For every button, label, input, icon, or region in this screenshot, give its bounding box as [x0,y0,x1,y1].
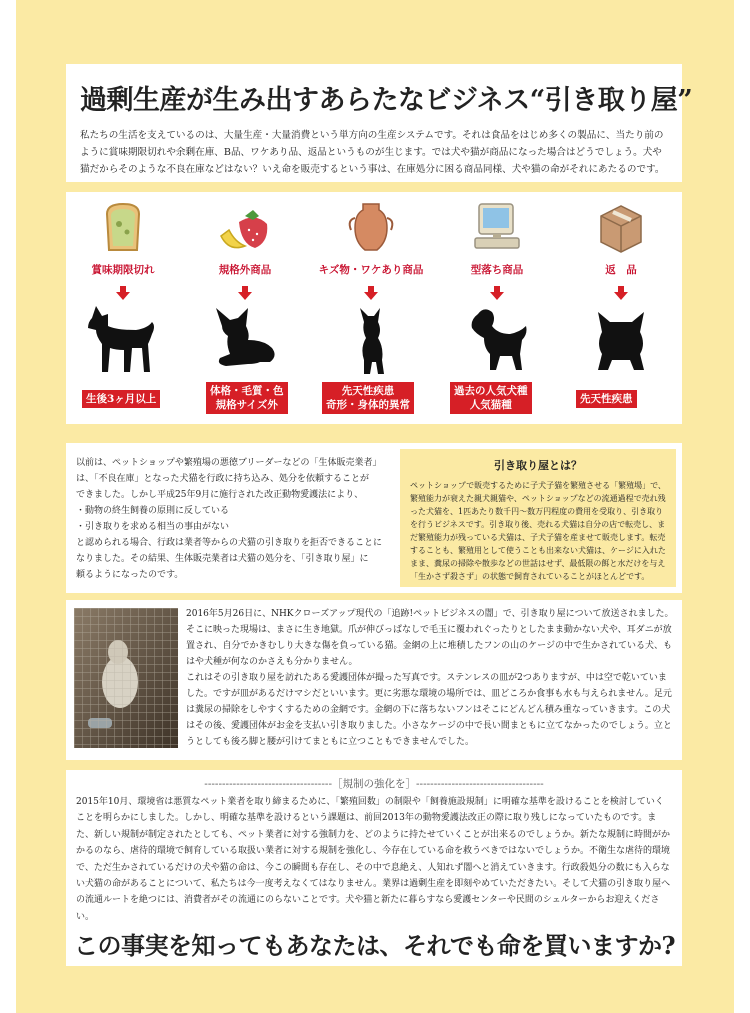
definition-sidebar [400,449,676,587]
flow-column-expired [68,192,178,424]
poodle-silhouette [460,304,534,376]
tag-line: 体格・毛質・色 [210,385,284,397]
hairless-dog-silhouette [334,304,408,376]
computer-icon [467,202,527,254]
background-explanation-panel [66,443,682,593]
flow-column-damaged [316,192,426,424]
text-line: なりました。その結果、生体販売業者は犬猫の処分を、「引き取り屋」に [76,554,369,564]
category-label: キズ物・ワケあり商品 [318,264,424,276]
category-flow-panel [66,192,682,424]
regulation-text: 2015年10月、環境省は悪質なペット業者を取り締まるために、「繁殖回数」の制限や「飼養施設規制」に明確な基準を設けることを検討していくことを明らかにしました。しかし、明確な基準を設けるという課題は、前回2013年の動物愛護法改正の際に取り残しになっていたものです。また、新しい規制が制定されたとしても、ペット業者に対する強制力を、どのように持たせていくことが出来るのでしょうか。新たな規制に時間がかかるのなら、虐待的環境で飼育している取扱い業者に対する規制を強化し、今存在している命を救うべきではないでしょうか。不衛生な虐待的環境で、ただ生かされているだけの犬や猫の命は、今この瞬間も存在し、その中で息絶え、人知れず闇へと消えていきます。行政殺処分の数にも入らない犬猫の命があることについて、私たちは今一度考えなくてはなりません。業界は過剰生産を即刻やめていただきたい。そして犬猫の引き取り屋への流通ルートを絶つには、消費者がその流通にのらないことです。犬や猫と新たに暮らすなら愛護センターや民間のシェルターからお迎えください。 [76,797,671,922]
text-line: できました。しかし平成25年9月に施行された改正動物愛護法により、 [76,490,364,500]
category-label: 型落ち商品 [470,264,524,276]
closing-question: この事実を知ってもあなたは、それでも命を買いますか? [74,931,676,960]
shiba-dog-silhouette [86,304,160,376]
arrow-down-icon [238,286,252,300]
header-panel [66,64,693,182]
text-line: と認められる場合、行政は業者等からの犬猫の引き取りを拒否できることに [76,538,383,548]
tag-label: 生後3ヶ月以上 [82,390,160,408]
regulation-panel [66,770,682,966]
tag-label [206,382,288,414]
tag-line: 人気猫種 [469,399,512,411]
text-line: ・引き取りを求める相当の事由がない [76,522,230,532]
text-line: 以前は、ペットショップや繁殖場の悪徳ブリーダーなどの「生体販売業者」 [76,458,382,468]
tag-line: 規格サイズ外 [215,399,278,411]
caged-dog-photo [74,608,178,748]
arrow-down-icon [116,286,130,300]
tag-line: 先天性疾患 [341,385,395,397]
arrow-down-icon [614,286,628,300]
text-line: 頼るようになったのです。 [76,570,184,580]
arrow-down-icon [490,286,504,300]
regulation-heading: ------------------------------------［規制の強化を］------------------------------------ [204,778,544,790]
sidebar-text: ペットショップで販売するために子犬子猫を繁殖させる「繁殖場」で、繁殖能力が衰えた親犬親猫や、ペットショップなどの流通過程で売れ残った犬猫を、1匹あたり数千円〜数万円程度の費用を受取り、引き取りを行うビジネスです。引き取り後、売れる犬猫は自分の店で転売し、まだ繁殖能力が残っている犬猫は、子犬子猫を産ませて販売します。転売することも、繁殖用として使うことも出来ない犬猫は、ケージに入れたまま、糞尿の掃除や散歩などの世話はせず、最低限の餌と水だけを与え「生かさず殺さず」の状態で飼育されていることがほとんどです。 [410,481,666,581]
flow-column-outdated [442,192,552,424]
category-label: 賞味期限切れ [91,264,155,276]
report-paragraph: 2016年5月26日に、NHKクローズアップ現代の「追跡!ペットビジネスの闇」で、引き取り屋について放送されました。そこに映った現場は、まさに生き地獄。爪が伸びっぱなしで毛玉に覆われぐったりとしたまま動かない犬や、耳ダニが放置され、自分でかきむしり大きな傷を負っている猫。金網の上に堆積したフンの山のケージの中で生かされている犬、もはや犬種が何なのかさえも分かりません。 [186,609,674,667]
text-line: ・動物の終生飼養の原則に反している [76,506,230,516]
tag-label [450,382,532,414]
tag-line: 過去の人気犬種 [454,385,528,397]
tag-label: 先天性疾患 [576,390,637,408]
flow-column-nonstandard [190,192,300,424]
vase-icon [341,202,401,254]
report-paragraph: これはその引き取り屋を訪れたある愛護団体が撮った写真です。ステンレスの皿が2つありますが、中は空で乾いていました。ですが皿があるだけマシだといいます。更に劣悪な環境の場所では、皿どころか食事も水も与えられません。足元は糞尿の掃除をしやすくするための金網です。金網の下に落ちないフンはそこにどんどん積み重なっていきます。この犬はその後、愛護団体がお金を支払い引き取りました。小さなケージの中で長い間まともに立てなかったのでしょう。立とうとしても後ろ脚と腰が引けてまともに立つこともできませんでした。 [186,673,672,747]
chihuahua-lying-silhouette [208,304,282,376]
background-text [76,455,392,583]
intro-text: 私たちの生活を支えているのは、大量生産・大量消費という単方向の生産システムです。それは食品をはじめ多くの製品に、当たり前のように賞味期限切れや余剰在庫、B品、ワケあり品、返品というものが生じます。では犬や猫が商品になった場合はどうでしょう。犬や猫だからそのような不良在庫などはない？いえ命を販売するという事は、在庫処分に困る商品同様、犬や猫の命がそれにあたるのです。 [80,130,665,175]
tag-label [322,382,414,414]
report-text [186,606,674,750]
category-label: 返 品 [605,264,637,276]
category-label: 規格外商品 [218,264,272,276]
long-hair-chihuahua-silhouette [584,304,658,376]
tv-report-panel [66,600,682,760]
text-line: は、「不良在庫」となった犬猫を行政に持ち込み、処分を依頼することが [76,474,370,484]
arrow-down-icon [364,286,378,300]
fruit-icon [215,202,275,254]
tag-line: 奇形・身体的異常 [326,399,410,411]
flow-column-returned [566,192,676,424]
bread-icon [93,202,153,254]
box-icon [591,202,651,254]
page-title: 過剰生産が生み出すあらたなビジネス“引き取り屋” [80,85,693,116]
sidebar-title: 引き取り屋とは？ [494,459,582,472]
